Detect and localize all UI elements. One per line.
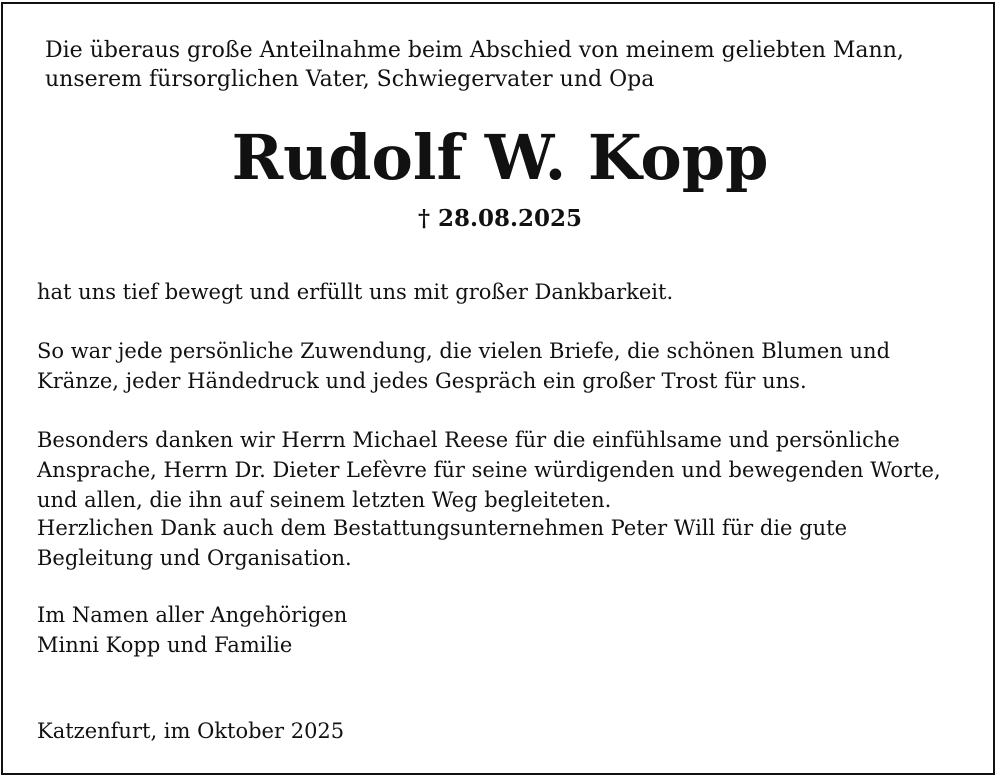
paragraph-line: Herzlichen Dank auch dem Bestattungsunternehmen Peter Will für die gute xyxy=(37,516,847,540)
paragraph-line: Ansprache, Herrn Dr. Dieter Lefèvre für seine würdigenden und bewegenden Worte, xyxy=(37,458,941,482)
paragraph-condolences xyxy=(37,336,977,396)
notice-frame xyxy=(1,2,995,775)
intro-line: unserem fürsorglichen Vater, Schwiegervater und Opa xyxy=(45,67,655,92)
intro-text xyxy=(45,36,975,94)
paragraph-line: Besonders danken wir Herrn Michael Reese für die einfühlsame und persönliche xyxy=(37,428,900,452)
paragraph-line: Begleitung und Organisation. xyxy=(37,546,352,570)
paragraph-line: Kränze, jeder Händedruck und jedes Gespräch ein großer Trost für uns. xyxy=(37,369,807,393)
signature-line: Im Namen aller Angehörigen xyxy=(37,603,348,627)
signature-line: Minni Kopp und Familie xyxy=(37,633,293,657)
paragraph-gratitude xyxy=(37,277,977,307)
death-date: † 28.08.2025 xyxy=(417,205,583,232)
paragraph-special-thanks xyxy=(37,425,977,515)
place-and-date xyxy=(37,716,977,746)
paragraph-line: So war jede persönliche Zuwendung, die vielen Briefe, die schönen Blumen und xyxy=(37,339,891,363)
paragraph-funeral-home-thanks xyxy=(37,513,977,573)
deceased-name: Rudolf W. Kopp xyxy=(231,121,769,194)
signature-block xyxy=(37,600,977,660)
paragraph-line: hat uns tief bewegt und erfüllt uns mit großer Dankbarkeit. xyxy=(37,280,674,304)
paragraph-line: und allen, die ihn auf seinem letzten Weg begleiteten. xyxy=(37,488,612,512)
intro-line: Die überaus große Anteilnahme beim Abschied von meinem geliebten Mann, xyxy=(45,38,904,63)
place-date-line: Katzenfurt, im Oktober 2025 xyxy=(37,719,345,743)
